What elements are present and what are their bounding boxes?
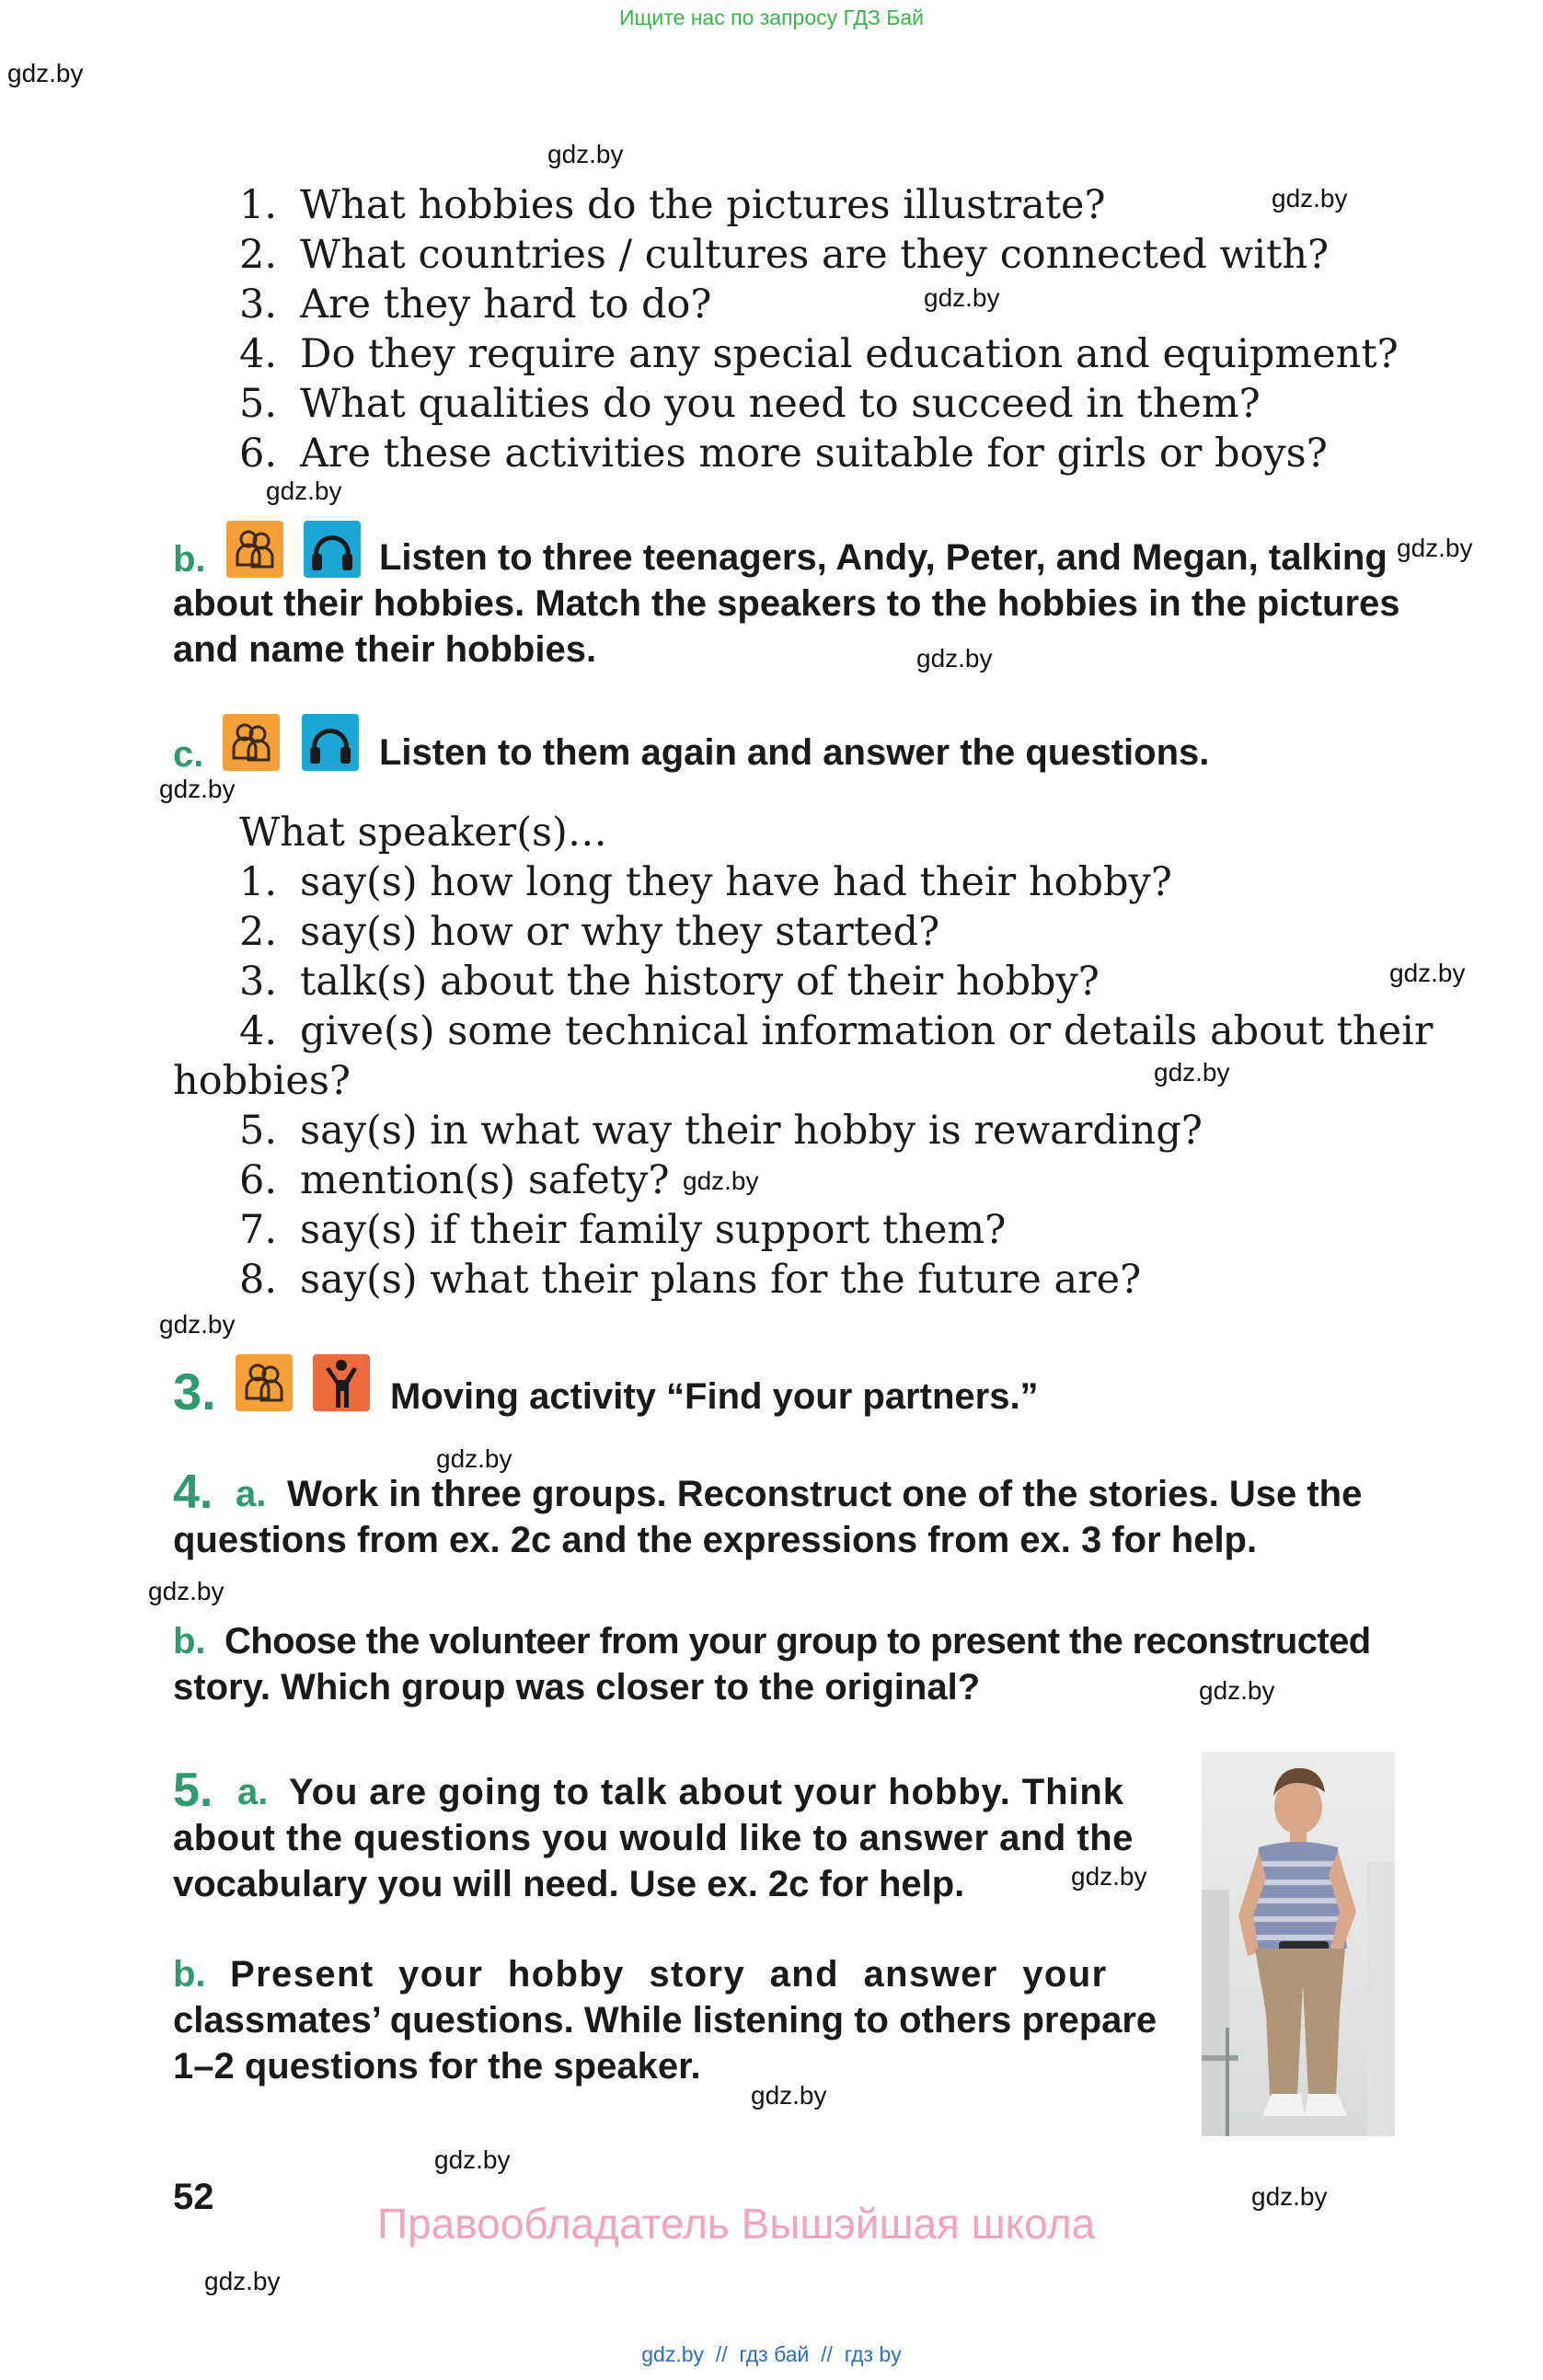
watermark: gdz.by — [148, 1577, 225, 1605]
exercise-3-number: 3. — [173, 1362, 216, 1420]
exercise-4a-line: Work in three groups. Reconstruct one of the stories. Use the — [287, 1474, 1363, 1514]
questions-c-list-continued — [239, 1108, 1203, 1306]
task-c-text: Listen to them again and answer the questions. — [379, 732, 1210, 773]
question-item: 8. say(s) what their plans for the future are? — [239, 1257, 1142, 1303]
exercise-4b-letter: b. — [173, 1621, 206, 1661]
question-item: 5. What qualities do you need to succeed in them? — [239, 381, 1261, 427]
watermark: gdz.by — [204, 2267, 281, 2295]
watermark: gdz.by — [266, 477, 342, 505]
question-item: 4. Do they require any special education and equipment? — [239, 331, 1399, 377]
exercise-5a-line: about the questions you would like to answer and the — [173, 1818, 1134, 1858]
exercise-5a-line: You are going to talk about your hobby. Think — [289, 1772, 1124, 1812]
exercise-3-text: Moving activity “Find your partners.” — [390, 1376, 1039, 1417]
question-item-continued: hobbies? — [173, 1058, 351, 1104]
question-item: 3. talk(s) about the history of their hobby? — [239, 959, 1100, 1005]
task-c-intro: What speaker(s)… — [239, 810, 607, 856]
exercise-5-number: 5. — [173, 1764, 213, 1817]
exercise-5a-line: vocabulary you will need. Use ex. 2c for help. — [173, 1864, 965, 1904]
headphones-icon — [304, 521, 361, 578]
exercise-5b-line: Present your hobby story and answer your — [230, 1954, 1108, 1995]
photo-boy-presenting — [1202, 1752, 1395, 2136]
watermark: gdz.by — [1251, 2182, 1328, 2211]
moving-person-icon — [313, 1354, 370, 1411]
question-item: 7. say(s) if their family support them? — [239, 1207, 1007, 1253]
task-b-line: and name their hobbies. — [173, 629, 597, 670]
exercise-5a-letter: a. — [237, 1772, 269, 1812]
question-item: 1. What hobbies do the pictures illustrate? — [239, 182, 1106, 228]
group-icon — [236, 1354, 293, 1411]
watermark: gdz.by — [916, 644, 993, 673]
watermark: gdz.by — [1389, 959, 1466, 987]
watermark: gdz.by — [683, 1167, 759, 1195]
question-item: 3. Are they hard to do? — [239, 282, 712, 328]
watermark: gdz.by — [1071, 1862, 1147, 1891]
task-b-line: about their hobbies. Match the speakers to the hobbies in the pictures — [173, 583, 1400, 624]
watermark: gdz.by — [159, 1310, 236, 1339]
exercise-4-number: 4. — [173, 1466, 213, 1519]
exercise-5b-line: classmates’ questions. While listening to others prepare — [173, 2000, 1157, 2041]
watermark: gdz.by — [924, 283, 1000, 312]
watermark: gdz.by — [1199, 1676, 1275, 1705]
group-icon — [223, 714, 280, 771]
question-item: 6. mention(s) safety? — [239, 1157, 670, 1203]
headphones-icon — [302, 714, 359, 771]
top-banner: Ищите нас по запросу ГДЗ Бай — [618, 6, 925, 29]
watermark: gdz.by — [1397, 534, 1473, 562]
group-icon — [226, 521, 283, 578]
exercise-4b-line: Choose the volunteer from your group to present the reconstructed — [225, 1621, 1371, 1661]
task-b-letter: b. — [173, 539, 206, 580]
watermark: gdz.by — [1272, 184, 1348, 213]
page-number: 52 — [173, 2177, 214, 2217]
question-item: 1. say(s) how long they have had their hobby? — [239, 859, 1172, 905]
watermark: gdz.by — [7, 59, 84, 87]
bottom-links: gdz.by // гдз бай // гдз by — [641, 2342, 902, 2366]
exercise-5b-line: 1–2 questions for the speaker. — [173, 2046, 701, 2087]
question-item: 5. say(s) in what way their hobby is rewarding? — [239, 1108, 1203, 1154]
exercise-4a-line: questions from ex. 2c and the expressions from ex. 3 for help. — [173, 1520, 1258, 1560]
copyright-notice: Правообладатель Вышэйшая школа — [377, 2200, 1096, 2248]
watermark: gdz.by — [751, 2081, 827, 2110]
question-item: 4. give(s) some technical information or details about their — [239, 1008, 1434, 1054]
watermark: gdz.by — [547, 140, 624, 168]
questions-c-list — [239, 859, 1433, 1058]
watermark: gdz.by — [436, 1444, 512, 1473]
task-b-line: Listen to three teenagers, Andy, Peter, and Megan, talking — [379, 537, 1388, 578]
watermark: gdz.by — [1154, 1058, 1230, 1087]
question-item: 2. say(s) how or why they started? — [239, 909, 940, 955]
exercise-5b-letter: b. — [173, 1954, 206, 1995]
task-c-letter: c. — [173, 734, 204, 775]
exercise-4a-letter: a. — [236, 1474, 267, 1514]
questions-a-list — [239, 182, 1399, 480]
question-item: 2. What countries / cultures are they connected with? — [239, 232, 1330, 278]
question-item: 6. Are these activities more suitable for girls or boys? — [239, 431, 1328, 477]
exercise-4b-line: story. Which group was closer to the original? — [173, 1667, 981, 1707]
watermark: gdz.by — [434, 2145, 511, 2174]
watermark: gdz.by — [159, 775, 236, 803]
